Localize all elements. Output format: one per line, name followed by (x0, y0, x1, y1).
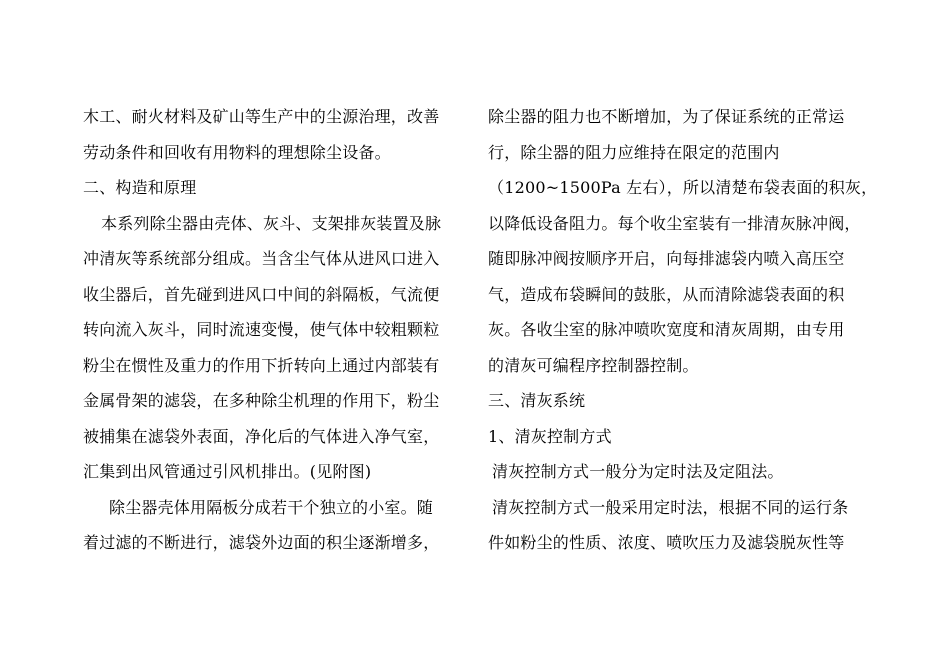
text-line: 的清灰可编程序控制器控制。 (488, 355, 699, 375)
text-line: 木工、耐火材料及矿山等生产中的尘源治理，改善 (83, 107, 440, 126)
subsection-heading: 1、清灰控制方式 (488, 426, 612, 446)
text-line: 冲清灰等系统部分组成。当含尘气体从进风口进入 (83, 249, 440, 268)
left-text-column (83, 99, 463, 561)
text-line: 金属骨架的滤袋，在多种除尘机理的作用下，粉尘 (83, 391, 440, 410)
text-line: 随即脉冲阀按顺序开启，向每排滤袋内喷入高压空 (488, 249, 845, 268)
text-line: 被捕集在滤袋外表面，净化后的气体进入净气室， (83, 426, 440, 446)
text-line: 着过滤的不断进行，滤袋外边面的积尘逐渐增多， (83, 533, 440, 552)
text-line: 劳动条件和回收有用物料的理想除尘设备。 (83, 142, 391, 162)
text-line: 件如粉尘的性质、浓度、喷吹压力及滤袋脱灰性等 (488, 533, 845, 552)
text-line: 收尘器后，首先碰到进风口中间的斜隔板，气流便 (83, 284, 440, 304)
right-text-column (488, 99, 878, 561)
text-line: 除尘器壳体用隔板分成若干个独立的小室。随 (109, 497, 434, 517)
text-line: 清灰控制方式一般分为定时法及定阻法。 (492, 462, 784, 481)
text-line: 粉尘在惯性及重力的作用下折转向上通过内部装有 (83, 355, 440, 375)
section-heading: 二、构造和原理 (83, 178, 197, 197)
text-line: （1200~1500Pa 左右），所以清楚布袋表面的积灰， (488, 178, 878, 197)
text-line: 行，除尘器的阻力应维持在限定的范围内 (488, 142, 780, 162)
section-heading: 三、清灰系统 (488, 391, 586, 410)
text-line: 除尘器的阻力也不断增加，为了保证系统的正常运 (488, 107, 845, 126)
text-line: 汇集到出风管通过引风机排出。(见附图) (83, 462, 372, 481)
text-line: 气，造成布袋瞬间的鼓胀，从而清除滤袋表面的积 (488, 284, 845, 304)
text-line: 以降低设备阻力。每个收尘室装有一排清灰脉冲阀， (488, 213, 861, 233)
text-line: 清灰控制方式一般采用定时法，根据不同的运行条 (492, 497, 849, 517)
text-line: 本系列除尘器由壳体、灰斗、支架排灰装置及脉 (101, 213, 442, 233)
text-line: 转向流入灰斗，同时流速变慢，使气体中较粗颗粒 (83, 320, 440, 339)
text-line: 灰。各收尘室的脉冲喷吹宽度和清灰周期，由专用 (488, 320, 845, 339)
